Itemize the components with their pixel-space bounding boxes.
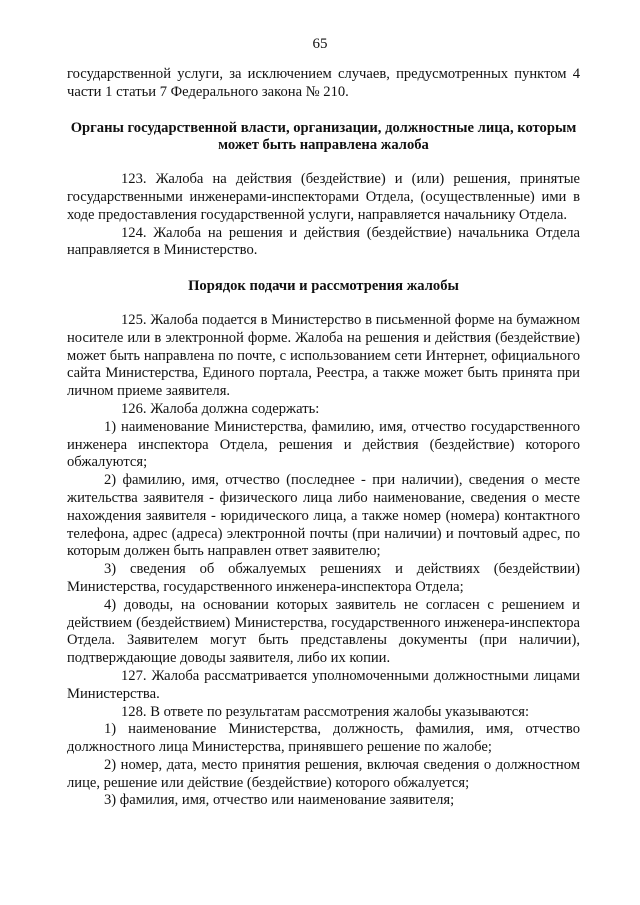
paragraph-126: 126. Жалоба должна содержать: [121,400,320,417]
paragraph-126-item-1: 1) наименование Министерства, фамилию, имя, отчество государственного инженера инспектора Отдела, решения и действия (бездействие) которого обжалуются; [67,418,580,471]
paragraph-continuation: государственной услуги, за исключением случаев, предусмотренных пунктом 4 части 1 статьи 7 Федерального закона № 210. [67,66,580,100]
document-body [67,66,580,810]
paragraph-128: 128. В ответе по результатам рассмотрения жалобы указываются: [121,703,530,720]
paragraph-124: 124. Жалоба на решения и действия (бездействие) начальника Отдела направляется в Министерство. [67,224,580,259]
paragraph-123: 123. Жалоба на действия (бездействие) и (или) решения, принятые государственными инженерами-инспекторами Отдела, (осуществленные) ими в ходе предоставления государственной услуги, направляется начальнику Отдела. [67,171,580,223]
paragraph-128-item-2: 2) номер, дата, место принятия решения, включая сведения о должностном лице, решение или действие (бездействие) которого обжалуется; [67,756,580,791]
paragraph-126-item-4: 4) доводы, на основании которых заявитель не согласен с решением и действием (бездействием) Министерства, государственного инженера-инспектора Отдела. Заявителем могут быть представлены документы (при наличии), подтверждающие доводы заявителя, либо их копии. [67,596,580,667]
paragraph-126-item-2: 2) фамилию, имя, отчество (последнее - при наличии), сведения о месте жительства заявителя - физического лица либо наименование, сведения о месте нахождения заявителя - юридического лица, а также номер (номера) контактного телефона, адрес (адреса) электронной почты (при наличии) и почтовый адрес, по которым должен быть направлен ответ заявителю; [67,472,580,560]
paragraph-128-item-3: 3) фамилия, имя, отчество или наименование заявителя; [104,792,455,809]
page-number: 65 [312,36,328,52]
paragraph-128-item-1: 1) наименование Министерства, должность, фамилия, имя, отчество должностного лица Министерства, принявшего решение по жалобе; [67,721,580,756]
paragraph-127: 127. Жалоба рассматривается уполномоченными должностными лицами Министерства. [67,667,580,702]
section-heading-complaint-procedure: Порядок подачи и рассмотрения жалобы [188,278,459,295]
section-heading-complaint-recipients: Органы государственной власти, организации, должностные лица, которым может быть направлена жалоба [70,119,577,154]
paragraph-126-item-3: 3) сведения об обжалуемых решениях и действиях (бездействии) Министерства, государственного инженера-инспектора Отдела; [67,561,580,595]
paragraph-125: 125. Жалоба подается в Министерство в письменной форме на бумажном носителе или в электронной форме. Жалоба на решения и действия (бездействие) может быть направлена по почте, с использованием сети Интернет, официального сайта Министерства, Единого портала, Реестра, а также может быть принята при личном приеме заявителя. [67,311,580,400]
